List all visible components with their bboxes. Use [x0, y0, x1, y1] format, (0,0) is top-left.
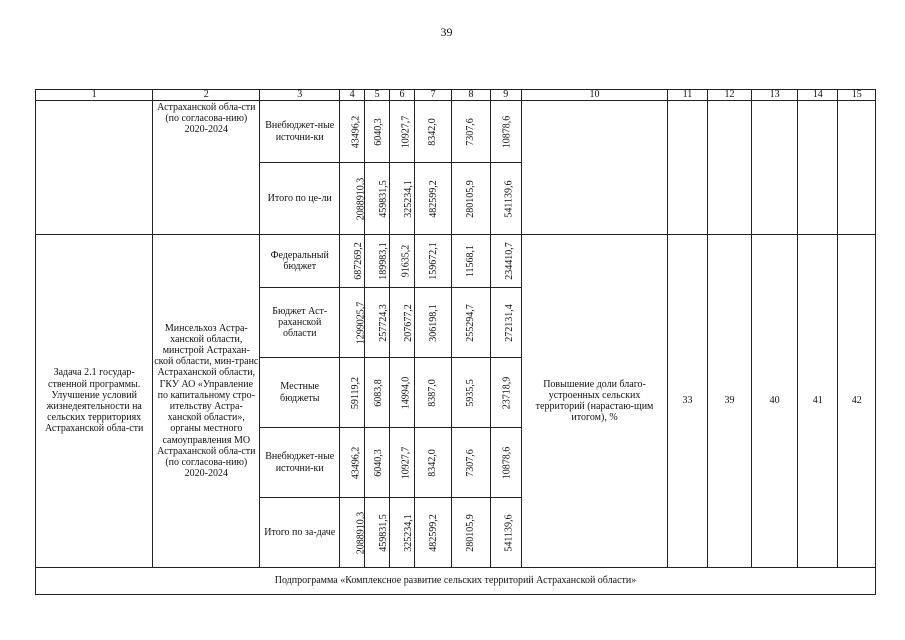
amount-cell: 2088910,3	[340, 163, 365, 235]
amount-cell: 325234,1	[390, 498, 415, 568]
amount-cell: 280105,9	[452, 498, 490, 568]
subprogram-title: Подпрограмма «Комплексное развитие сельских территорий Астраханской области»	[36, 568, 876, 595]
column-number: 4	[340, 90, 365, 101]
funding-source: Федеральный бюджет	[260, 235, 340, 288]
target-cell: 33	[668, 235, 707, 568]
amount-cell: 5935,5	[452, 358, 490, 428]
column-number: 12	[707, 90, 752, 101]
amount-cell: 23718,9	[490, 358, 521, 428]
amount-cell: 189983,1	[365, 235, 390, 288]
target-cell	[752, 101, 798, 235]
executor-cell	[153, 101, 260, 235]
amount-cell: 14994,0	[390, 358, 415, 428]
column-number: 5	[365, 90, 390, 101]
funding-source: Внебюджет-ные источни-ки	[260, 428, 340, 498]
amount-cell: 159672,1	[414, 235, 451, 288]
task-name-cell	[36, 101, 153, 235]
amount-cell: 234410,7	[490, 235, 521, 288]
amount-cell: 687269,2	[340, 235, 365, 288]
target-cell	[798, 101, 838, 235]
table-row	[36, 235, 876, 288]
amount-cell: 7307,6	[452, 428, 490, 498]
funding-source: Итого по за-даче	[260, 498, 340, 568]
target-cell	[838, 101, 876, 235]
amount-cell: 7307,6	[452, 101, 490, 163]
column-number: 8	[452, 90, 490, 101]
target-cell	[668, 101, 707, 235]
amount-cell: 207677,2	[390, 288, 415, 358]
amount-cell: 482599,2	[414, 163, 451, 235]
task-name-cell: Задача 2.1 государ-ственной программы. Улучшение условий жизнедеятельности на сельских территориях Астраханской обла-сти	[36, 235, 153, 568]
column-number: 7	[414, 90, 451, 101]
amount-cell: 6040,3	[365, 101, 390, 163]
funding-source: Итого по це-ли	[260, 163, 340, 235]
amount-cell: 6040,3	[365, 428, 390, 498]
column-number: 9	[490, 90, 521, 101]
amount-cell: 11568,1	[452, 235, 490, 288]
column-number: 3	[260, 90, 340, 101]
executor-cell	[153, 235, 260, 568]
executor-text: Астраханской обла-сти (по согласова-нию) 2020-2024	[157, 102, 256, 136]
amount-cell: 10878,6	[490, 101, 521, 163]
indicator-cell: Повышение доли благо-устроенных сельских территорий (нарастаю-щим итогом), %	[521, 235, 667, 568]
amount-cell: 1299025,7	[340, 288, 365, 358]
amount-cell: 541139,6	[490, 163, 521, 235]
amount-cell: 8342,0	[414, 101, 451, 163]
table-row	[36, 101, 876, 163]
indicator-cell	[521, 101, 667, 235]
amount-cell: 272131,4	[490, 288, 521, 358]
amount-cell: 43496,2	[340, 428, 365, 498]
amount-cell: 10927,7	[390, 428, 415, 498]
amount-cell: 6083,8	[365, 358, 390, 428]
target-cell: 39	[707, 235, 752, 568]
amount-cell: 43496,2	[340, 101, 365, 163]
amount-cell: 59119,2	[340, 358, 365, 428]
target-cell: 41	[798, 235, 838, 568]
amount-cell: 8342,0	[414, 428, 451, 498]
target-cell: 42	[838, 235, 876, 568]
column-number: 2	[153, 90, 260, 101]
funding-source: Внебюджет-ные источни-ки	[260, 101, 340, 163]
column-number: 14	[798, 90, 838, 101]
amount-cell: 459831,5	[365, 163, 390, 235]
page-number: 39	[440, 25, 453, 39]
amount-cell: 10878,6	[490, 428, 521, 498]
amount-cell: 255294,7	[452, 288, 490, 358]
subprogram-row	[36, 568, 876, 595]
amount-cell: 459831,5	[365, 498, 390, 568]
column-number: 13	[752, 90, 798, 101]
target-cell: 40	[752, 235, 798, 568]
amount-cell: 306198,1	[414, 288, 451, 358]
amount-cell: 2088910,3	[340, 498, 365, 568]
amount-cell: 325234,1	[390, 163, 415, 235]
column-number: 1	[36, 90, 153, 101]
executor-text: Минсельхоз Астра-ханской области, минстрой Астрахан-ской области, мин-транс Астраханской области, ГКУ АО «Управление по капитальному стро-ительству Астра-ханской области», органы местного самоуправления МО Астраханской обла-сти (по согласова-нию) 2020-2024	[154, 322, 259, 480]
funding-source: Бюджет Аст-раханской области	[260, 288, 340, 358]
program-table	[35, 89, 876, 595]
amount-cell: 280105,9	[452, 163, 490, 235]
column-number: 11	[668, 90, 707, 101]
amount-cell: 482599,2	[414, 498, 451, 568]
amount-cell: 91635,2	[390, 235, 415, 288]
target-cell	[707, 101, 752, 235]
amount-cell: 541139,6	[490, 498, 521, 568]
amount-cell: 8387,0	[414, 358, 451, 428]
amount-cell: 10927,7	[390, 101, 415, 163]
column-number-row	[36, 90, 876, 101]
column-number: 10	[521, 90, 667, 101]
column-number: 15	[838, 90, 876, 101]
column-number: 6	[390, 90, 415, 101]
amount-cell: 257724,3	[365, 288, 390, 358]
funding-source: Местные бюджеты	[260, 358, 340, 428]
